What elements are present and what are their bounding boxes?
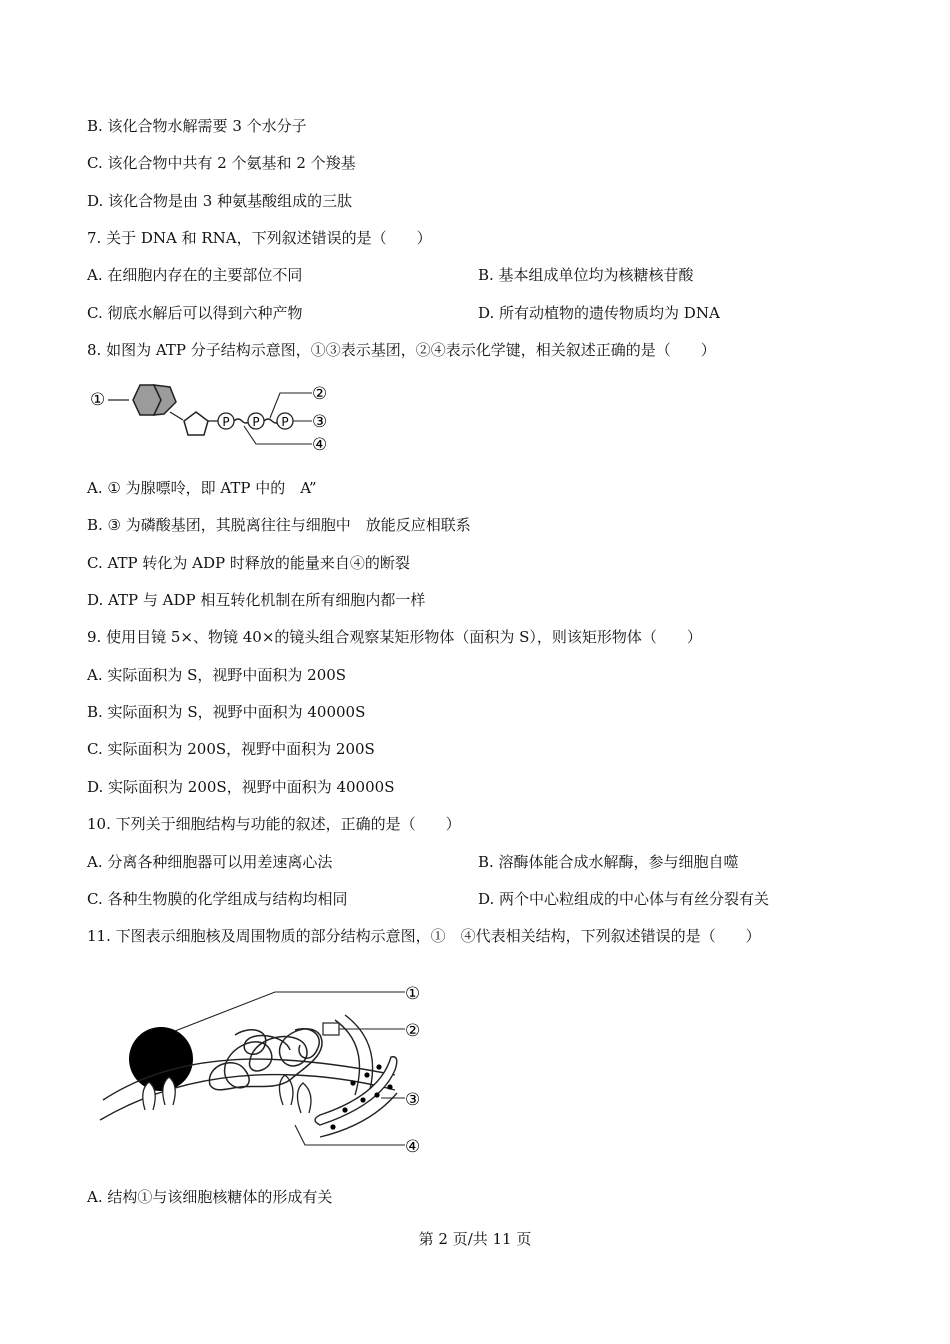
- q8-option-b: B. ③ 为磷酸基团，其脱离往往与细胞中 放能反应相联系: [87, 516, 471, 534]
- q6-option-d: D. 该化合物是由 3 种氨基酸组成的三肽: [87, 192, 353, 210]
- atp-phosphate-1: P: [222, 415, 230, 429]
- q9-option-d: D. 实际面积为 200S，视野中面积为 40000S: [87, 778, 395, 796]
- atp-label-1: ①: [90, 390, 106, 410]
- q9-stem: 9. 使用目镜 5×、物镜 40×的镜头组合观察某矩形物体（面积为 S），则该矩形物体（ ）: [87, 628, 702, 646]
- q7-option-d: D. 所有动植物的遗传物质均为 DNA: [478, 304, 720, 322]
- q7-stem: 7. 关于 DNA 和 RNA，下列叙述错误的是（ ）: [87, 229, 432, 247]
- nucleus-label-1: ①: [405, 984, 421, 1004]
- q8-option-c: C. ATP 转化为 ADP 时释放的能量来自④的断裂: [87, 554, 410, 572]
- q11-option-a: A. 结构①与该细胞核糖体的形成有关: [87, 1188, 333, 1206]
- nucleus-label-2: ②: [405, 1021, 421, 1041]
- q8-option-d: D. ATP 与 ADP 相互转化机制在所有细胞内都一样: [87, 591, 426, 609]
- atp-label-2: ②: [312, 384, 328, 404]
- q10-option-d: D. 两个中心粒组成的中心体与有丝分裂有关: [478, 890, 770, 908]
- q9-option-b: B. 实际面积为 S，视野中面积为 40000S: [87, 703, 366, 721]
- atp-label-4: ④: [312, 435, 328, 455]
- q10-option-c: C. 各种生物膜的化学组成与结构均相同: [87, 890, 348, 908]
- q9-option-a: A. 实际面积为 S，视野中面积为 200S: [87, 666, 347, 684]
- q8-stem: 8. 如图为 ATP 分子结构示意图，①③表示基团，②④表示化学键，相关叙述正确的是（ ）: [87, 341, 716, 359]
- q6-option-b: B. 该化合物水解需要 3 个水分子: [87, 117, 307, 135]
- q8-option-a: A. ① 为腺嘌呤，即 ATP 中的 A”: [87, 479, 317, 497]
- q10-option-b: B. 溶酶体能合成水解酶，参与细胞自噬: [478, 853, 739, 871]
- atp-structure-figure: [84, 378, 344, 458]
- q7-option-c: C. 彻底水解后可以得到六种产物: [87, 304, 303, 322]
- atp-phosphate-3: P: [281, 415, 289, 429]
- atp-phosphate-2: P: [252, 415, 260, 429]
- q6-option-c: C. 该化合物中共有 2 个氨基和 2 个羧基: [87, 154, 356, 172]
- atp-label-3: ③: [312, 412, 328, 432]
- nucleus-label-3: ③: [405, 1090, 421, 1110]
- q9-option-c: C. 实际面积为 200S，视野中面积为 200S: [87, 740, 375, 758]
- q11-stem: 11. 下图表示细胞核及周围物质的部分结构示意图，① ④代表相关结构，下列叙述错误的是（ ）: [87, 927, 761, 945]
- q10-stem: 10. 下列关于细胞结构与功能的叙述，正确的是（ ）: [87, 815, 461, 833]
- q7-option-a: A. 在细胞内存在的主要部位不同: [87, 266, 303, 284]
- page-footer: 第 2 页/共 11 页: [418, 1230, 532, 1248]
- nucleus-label-4: ④: [405, 1137, 421, 1157]
- q7-option-b: B. 基本组成单位均为核糖核苷酸: [478, 266, 694, 284]
- q10-option-a: A. 分离各种细胞器可以用差速离心法: [87, 853, 333, 871]
- nucleus-structure-figure: [95, 975, 435, 1165]
